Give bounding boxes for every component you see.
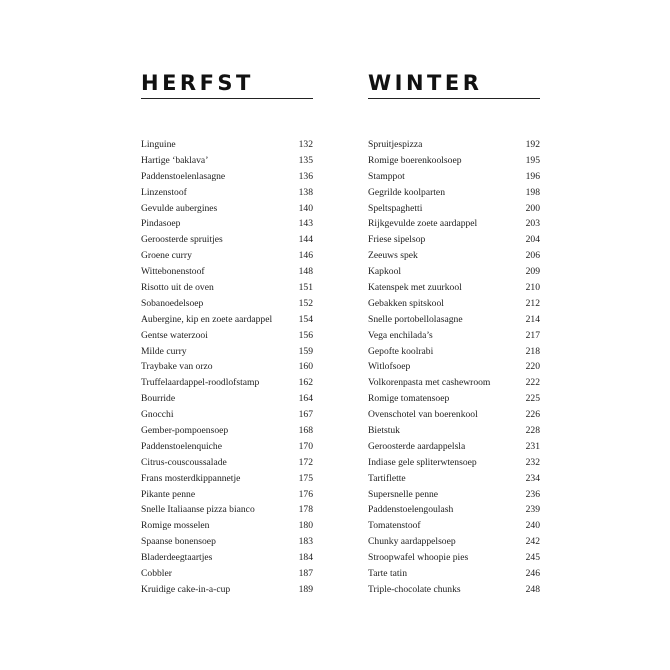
page-number: 246	[525, 568, 540, 580]
recipe-entry	[141, 439, 313, 455]
recipe-title: Risotto uit de oven	[141, 282, 214, 294]
recipe-entry	[368, 264, 540, 280]
recipe-title: Paddenstoelenquiche	[141, 440, 222, 452]
recipe-title: Frans mosterdkippannetje	[141, 472, 241, 484]
recipe-entry	[141, 471, 313, 487]
recipe-entry	[368, 137, 540, 153]
recipe-title: Groene curry	[141, 250, 192, 262]
recipe-entry	[141, 280, 313, 296]
recipe-entry	[368, 502, 540, 518]
recipe-entry	[368, 169, 540, 185]
page-number: 164	[298, 393, 313, 405]
page-number: 151	[298, 282, 313, 294]
page-number: 203	[525, 218, 540, 230]
page-number: 242	[525, 536, 540, 548]
recipe-title: Zeeuws spek	[368, 250, 418, 262]
recipe-entry	[368, 216, 540, 232]
page-number: 172	[298, 456, 313, 468]
page-number: 183	[298, 536, 313, 548]
recipe-entry	[368, 312, 540, 328]
recipe-entry	[368, 423, 540, 439]
recipe-title: Gegrilde koolparten	[368, 186, 445, 198]
recipe-entry	[141, 566, 313, 582]
recipe-title: Hartige ‘baklava’	[141, 154, 209, 166]
page-number: 220	[525, 361, 540, 373]
recipe-entry	[368, 280, 540, 296]
recipe-title: Pikante penne	[141, 488, 196, 500]
recipe-entry	[141, 550, 313, 566]
section-herfst	[141, 70, 313, 598]
recipe-entry	[368, 550, 540, 566]
page-number: 140	[298, 202, 313, 214]
recipe-entry	[368, 471, 540, 487]
recipe-entry	[141, 328, 313, 344]
recipe-entry	[141, 391, 313, 407]
page-number: 210	[525, 282, 540, 294]
page-number: 236	[525, 488, 540, 500]
recipe-entry	[368, 518, 540, 534]
recipe-entry	[141, 201, 313, 217]
page-number: 217	[525, 329, 540, 341]
recipe-title: Friese sipelsop	[368, 234, 426, 246]
page-number: 143	[298, 218, 313, 230]
page-number: 156	[298, 329, 313, 341]
page-number: 187	[298, 568, 313, 580]
recipe-title: Romige mosselen	[141, 520, 210, 532]
page-number: 146	[298, 250, 313, 262]
page-number: 232	[525, 456, 540, 468]
page-number: 198	[525, 186, 540, 198]
recipe-title: Stroopwafel whoopie pies	[368, 552, 469, 564]
recipe-title: Paddenstoelengoulash	[368, 504, 454, 516]
page-number: 234	[525, 472, 540, 484]
recipe-entry	[141, 375, 313, 391]
page-number: 175	[298, 472, 313, 484]
title-underline	[141, 98, 313, 99]
page-number: 228	[525, 425, 540, 437]
page-number: 176	[298, 488, 313, 500]
recipe-entry	[368, 391, 540, 407]
recipe-title: Gevulde aubergines	[141, 202, 218, 214]
section-title-winter: WINTER	[368, 71, 483, 95]
recipe-entry	[141, 455, 313, 471]
recipe-title: Citrus-couscoussalade	[141, 456, 227, 468]
recipe-title: Romige tomatensoep	[368, 393, 450, 405]
recipe-title: Geroosterde aardappelsla	[368, 440, 466, 452]
page-number: 214	[525, 313, 540, 325]
section-winter	[368, 70, 540, 598]
recipe-entry	[368, 185, 540, 201]
recipe-title: Snelle Italiaanse pizza bianco	[141, 504, 255, 516]
recipe-entry	[141, 248, 313, 264]
recipe-title: Paddenstoelenlasagne	[141, 170, 226, 182]
recipe-title: Bourride	[141, 393, 176, 405]
page-number: 196	[525, 170, 540, 182]
recipe-entry	[368, 455, 540, 471]
page-number: 167	[298, 409, 313, 421]
recipe-entry	[141, 502, 313, 518]
page-number: 231	[525, 440, 540, 452]
recipe-title: Snelle portobellolasagne	[368, 313, 463, 325]
page-number: 136	[298, 170, 313, 182]
recipe-entry	[141, 296, 313, 312]
recipe-entry	[368, 582, 540, 598]
page-number: 180	[298, 520, 313, 532]
recipe-title: Kapkool	[368, 266, 402, 278]
recipe-title: Traybake van orzo	[141, 361, 213, 373]
recipe-entry	[368, 566, 540, 582]
page-number: 154	[298, 313, 313, 325]
recipe-title: Gebakken spitskool	[368, 297, 444, 309]
recipe-entry	[141, 185, 313, 201]
page-number: 162	[298, 377, 313, 389]
recipe-title: Volkorenpasta met cashewroom	[368, 377, 491, 389]
recipe-entry	[368, 201, 540, 217]
recipe-title: Bladerdeegtaartjes	[141, 552, 213, 564]
recipe-entry	[141, 344, 313, 360]
page-number: 138	[298, 186, 313, 198]
recipe-title: Speltspaghetti	[368, 202, 423, 214]
recipe-title: Rijkgevulde zoete aardappel	[368, 218, 478, 230]
page-number: 248	[525, 583, 540, 595]
page-number: 170	[298, 440, 313, 452]
recipe-title: Milde curry	[141, 345, 187, 357]
recipe-title: Truffelaardappel-roodlofstamp	[141, 377, 260, 389]
recipe-entry	[141, 153, 313, 169]
recipe-title: Sobanoedelsoep	[141, 297, 204, 309]
recipe-title: Linzenstoof	[141, 186, 187, 198]
recipe-title: Spaanse bonensoep	[141, 536, 216, 548]
recipe-title: Linguine	[141, 139, 176, 150]
recipe-entry	[141, 487, 313, 503]
page-number: 209	[525, 266, 540, 278]
recipe-entry	[368, 534, 540, 550]
recipe-entry	[141, 407, 313, 423]
page-number: 226	[525, 409, 540, 421]
recipe-title: Tarte tatin	[368, 568, 408, 580]
recipe-title: Bietstuk	[368, 425, 400, 437]
recipe-entry	[368, 407, 540, 423]
recipe-title: Gember-pompoensoep	[141, 425, 229, 437]
recipe-title: Gentse waterzooi	[141, 329, 208, 341]
page-number: 132	[298, 139, 313, 150]
page-number: 144	[298, 234, 313, 246]
recipe-title: Triple-chocolate chunks	[368, 583, 461, 595]
recipe-title: Katenspek met zuurkool	[368, 282, 462, 294]
page-number: 204	[525, 234, 540, 246]
recipe-entry	[368, 328, 540, 344]
recipe-entry	[141, 216, 313, 232]
page-number: 212	[525, 297, 540, 309]
recipe-title: Romige boerenkoolsoep	[368, 154, 462, 166]
page-number: 206	[525, 250, 540, 262]
recipe-title: Aubergine, kip en zoete aardappel	[141, 313, 273, 325]
recipe-entry	[141, 264, 313, 280]
recipe-entry	[368, 375, 540, 391]
recipe-title: Indiase gele spliterwtensoep	[368, 456, 477, 468]
recipe-title: Chunky aardappelsoep	[368, 536, 456, 548]
recipe-entry	[141, 582, 313, 598]
recipe-title: Stamppot	[368, 170, 405, 182]
page-number: 195	[525, 154, 540, 166]
recipe-entry	[141, 423, 313, 439]
page-number: 178	[298, 504, 313, 516]
recipe-title: Supersnelle penne	[368, 488, 439, 500]
recipe-entry	[141, 534, 313, 550]
recipe-title: Gnocchi	[141, 409, 174, 421]
recipe-title: Pindasoep	[141, 218, 181, 230]
recipe-entry	[141, 169, 313, 185]
recipe-entry	[368, 232, 540, 248]
recipe-title: Tartiflette	[368, 472, 406, 484]
page-number: 160	[298, 361, 313, 373]
page-number: 240	[525, 520, 540, 532]
page-number: 152	[298, 297, 313, 309]
recipe-title: Gepofte koolrabi	[368, 345, 434, 357]
recipe-entry	[368, 248, 540, 264]
recipe-title: Ovenschotel van boerenkool	[368, 409, 478, 421]
page-number: 189	[298, 583, 313, 595]
recipe-title: Geroosterde spruitjes	[141, 234, 223, 246]
page-number: 245	[525, 552, 540, 564]
recipe-entry	[141, 312, 313, 328]
page-number: 135	[298, 154, 313, 166]
page-number: 222	[525, 377, 540, 389]
recipe-title: Cobbler	[141, 568, 172, 580]
page-number: 218	[525, 345, 540, 357]
recipe-title: Spruitjespizza	[368, 139, 423, 150]
recipe-title: Witlofsoep	[368, 361, 411, 373]
page-number: 225	[525, 393, 540, 405]
page-number: 148	[298, 266, 313, 278]
page-number: 192	[525, 139, 540, 150]
recipe-entry	[141, 137, 313, 153]
recipe-entry	[368, 153, 540, 169]
recipe-title: Vega enchilada’s	[368, 329, 433, 341]
recipe-list-winter	[368, 137, 540, 598]
page-number: 239	[525, 504, 540, 516]
recipe-entry	[368, 439, 540, 455]
recipe-entry	[368, 296, 540, 312]
section-title-herfst: HERFST	[141, 71, 254, 95]
recipe-title: Tomatenstoof	[368, 520, 421, 532]
page-number: 159	[298, 345, 313, 357]
recipe-list-herfst	[141, 137, 313, 598]
recipe-title: Kruidige cake-in-a-cup	[141, 583, 231, 595]
recipe-title: Wittebonenstoof	[141, 266, 205, 278]
page-number: 168	[298, 425, 313, 437]
recipe-entry	[141, 359, 313, 375]
title-underline	[368, 98, 540, 99]
recipe-entry	[141, 518, 313, 534]
page-number: 184	[298, 552, 313, 564]
recipe-entry	[368, 344, 540, 360]
recipe-entry	[141, 232, 313, 248]
recipe-entry	[368, 487, 540, 503]
recipe-entry	[368, 359, 540, 375]
page-number: 200	[525, 202, 540, 214]
